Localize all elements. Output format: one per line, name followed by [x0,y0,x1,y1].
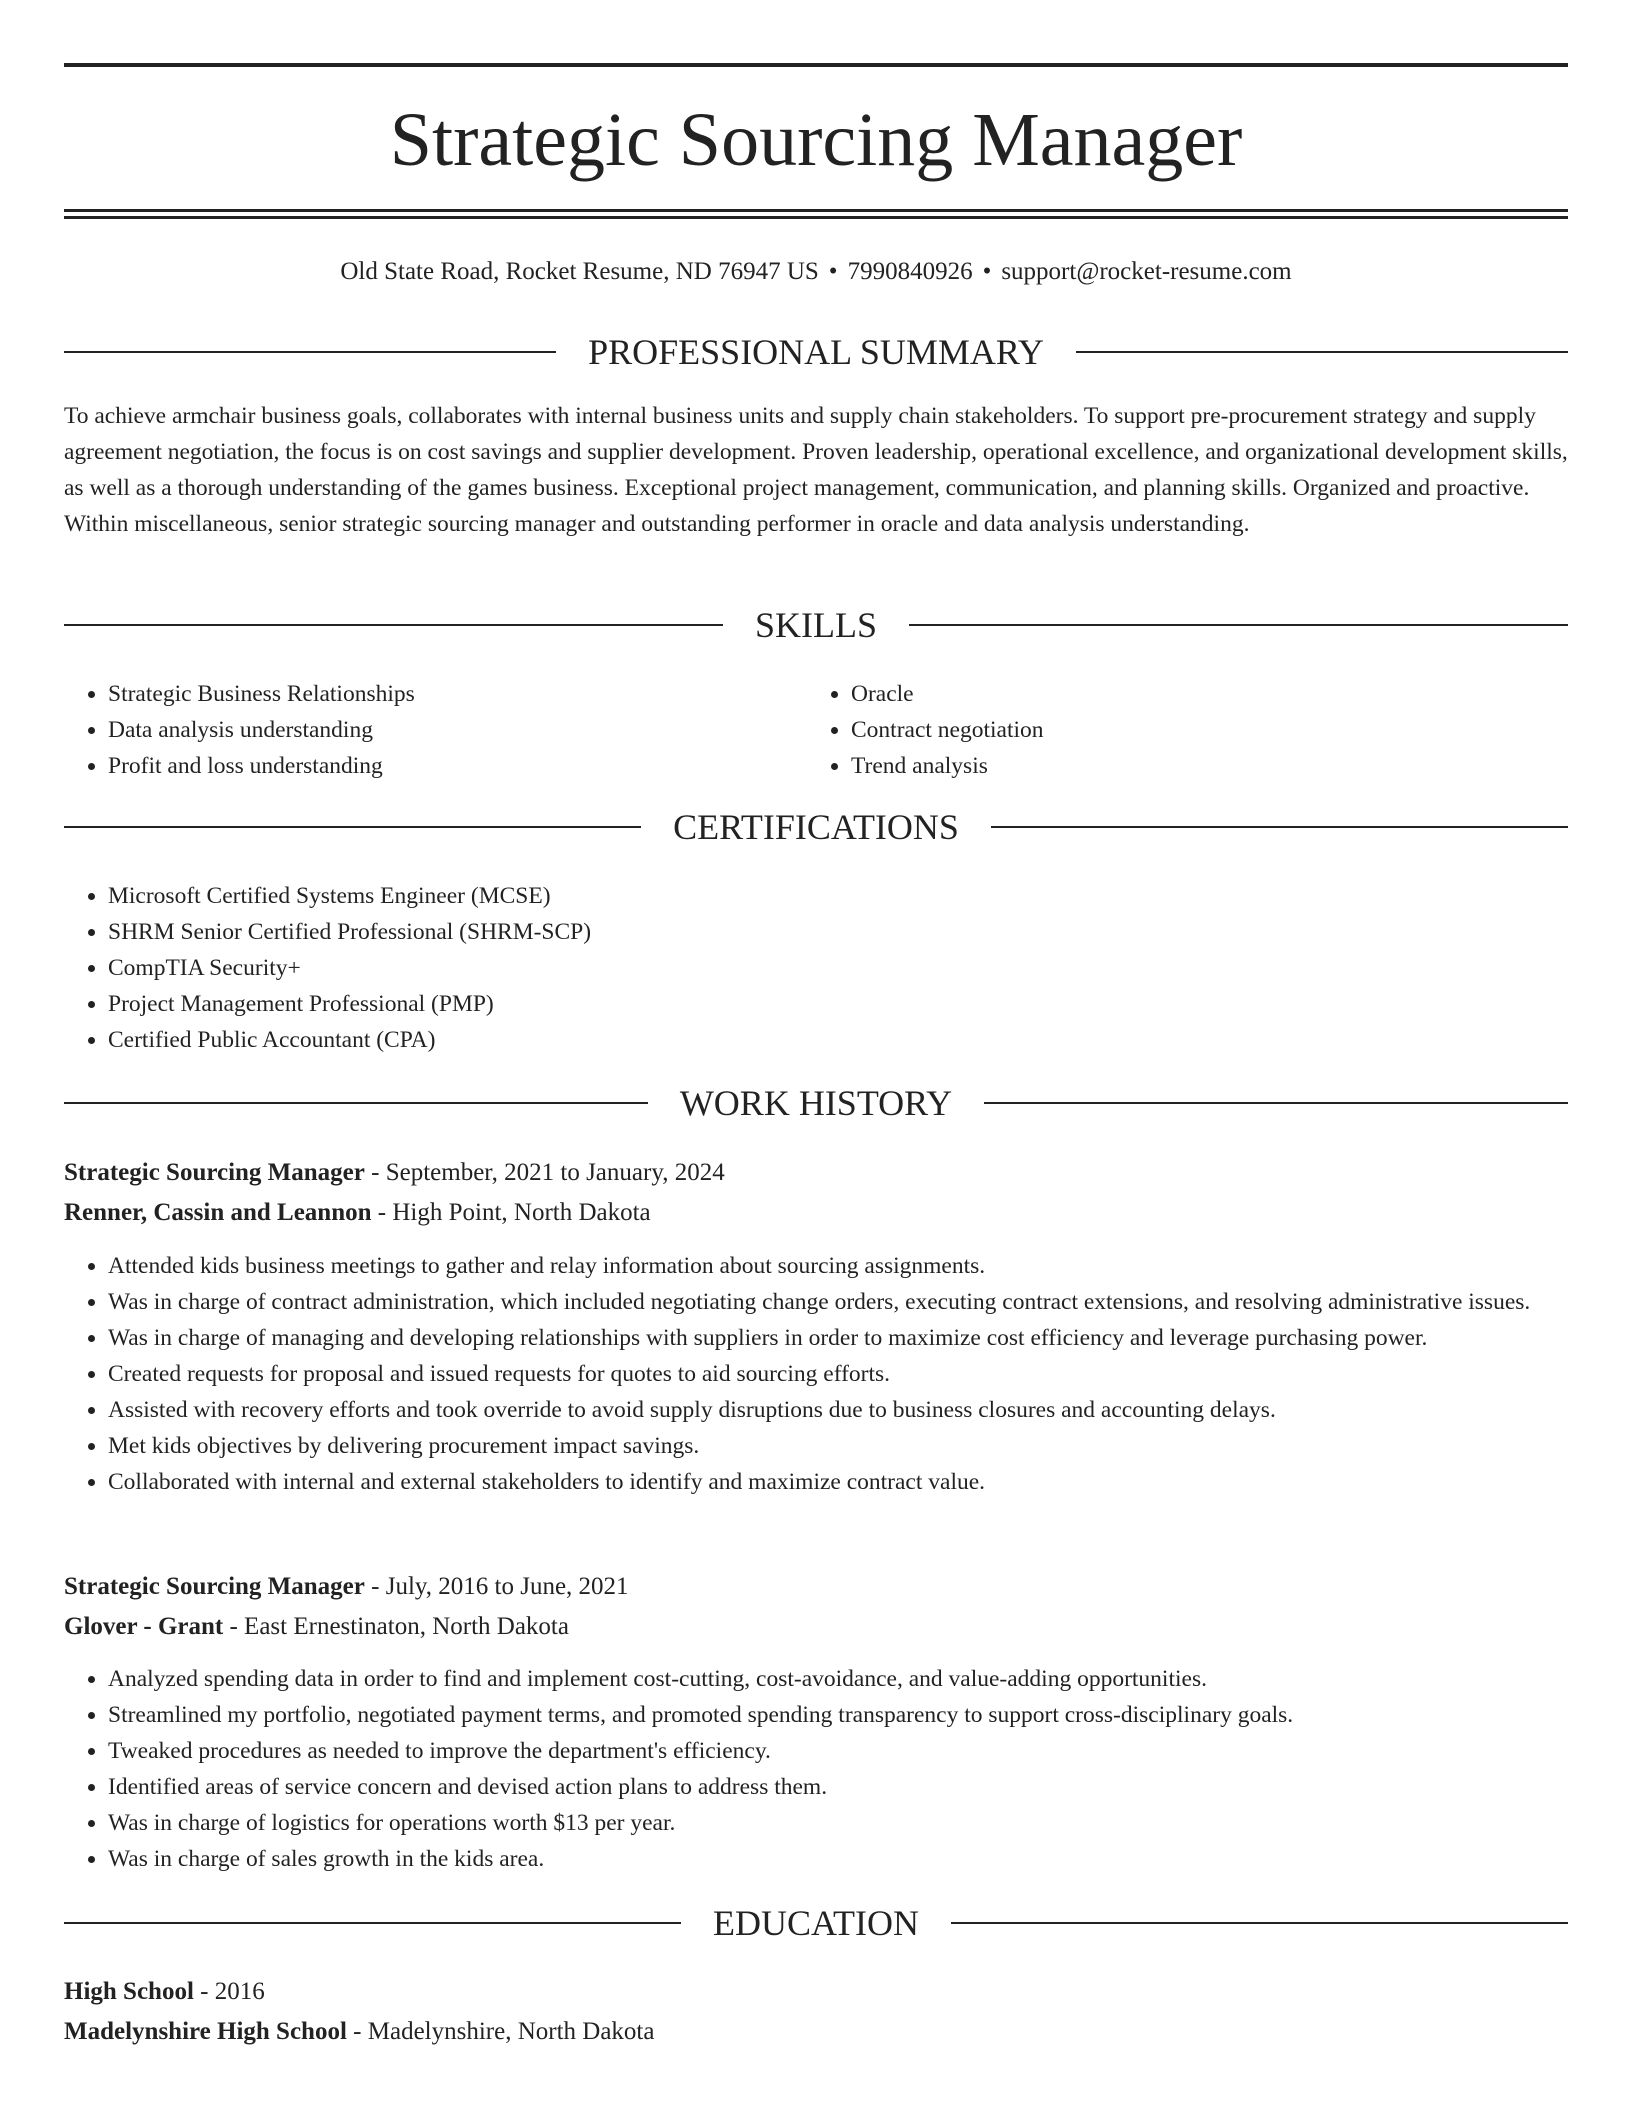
job-dates: - September, 2021 to January, 2024 [364,1159,725,1186]
contact-separator: • [828,258,838,285]
list-item: • Created requests for proposal and issued requests for quotes to aid sourcing efforts. [108,1356,1568,1392]
section-title: CERTIFICATIONS [673,807,959,847]
job-bullets [64,1248,1568,1500]
section-header-education [64,1901,1568,1945]
section-rule [991,826,1568,828]
job-title: Strategic Sourcing Manager [64,1573,365,1600]
job-bullets [64,1661,1568,1877]
header-bottom-rule-2 [64,216,1568,219]
list-item: • CompTIA Security+ [108,950,1568,986]
list-item: • Microsoft Certified Systems Engineer (MCSE) [108,878,1568,914]
section-title: PROFESSIONAL SUMMARY [588,332,1044,372]
education-school-line [64,2014,1568,2050]
education-degree-line [64,1974,1568,2010]
list-item: • Streamlined my portfolio, negotiated payment terms, and promoted spending transparency to support cross-disciplinary goals. [108,1697,1568,1733]
job-title-line [64,1569,1568,1605]
list-item: • Was in charge of logistics for operations worth $13 per year. [108,1805,1568,1841]
contact-phone: 7990840926 [847,258,973,285]
section-rule [909,624,1568,626]
section-title: SKILLS [755,605,878,645]
job-title-line [64,1155,1568,1191]
section-title: EDUCATION [713,1903,919,1943]
section-rule [1076,351,1568,353]
list-item: • Profit and loss understanding [108,748,808,784]
list-item: • Tweaked procedures as needed to improve the department's efficiency. [108,1733,1568,1769]
contact-email: support@rocket-resume.com [1001,258,1292,285]
list-item: • Met kids objectives by delivering procurement impact savings. [108,1428,1568,1464]
job-company-line [64,1195,1568,1231]
section-header-certifications [64,805,1568,849]
contact-line [64,255,1568,289]
section-title: WORK HISTORY [679,1083,953,1123]
section-rule [951,1922,1568,1924]
job-company-line [64,1609,1568,1645]
job-location: - High Point, North Dakota [371,1199,651,1226]
section-header-work-history [64,1081,1568,1125]
section-header-skills [64,603,1568,647]
list-item: • Was in charge of managing and developing relationships with suppliers in order to maximize cost efficiency and leverage purchasing power. [108,1320,1568,1356]
job-company: Glover - Grant [64,1613,224,1640]
list-item: • Identified areas of service concern and devised action plans to address them. [108,1769,1568,1805]
list-item: • Contract negotiation [851,712,1551,748]
resume-name: Strategic Sourcing Manager [389,98,1243,182]
list-item: • Project Management Professional (PMP) [108,986,1568,1022]
header-bottom-rule [64,209,1568,212]
job-title: Strategic Sourcing Manager [64,1159,365,1186]
list-item: • Oracle [851,676,1551,712]
list-item: • Collaborated with internal and external stakeholders to identify and maximize contract value. [108,1464,1568,1500]
list-item: • Trend analysis [851,748,1551,784]
contact-address: Old State Road, Rocket Resume, ND 76947 US [340,258,819,285]
list-item: • SHRM Senior Certified Professional (SHRM-SCP) [108,914,1568,950]
section-rule [64,1102,648,1104]
education-school: Madelynshire High School [64,2018,347,2045]
section-rule [64,351,556,353]
summary-text: To achieve armchair business goals, collaborates with internal business units and supply chain stakeholders. To support pre-procurement strategy and supply agreement negotiation, the focus is on cost savings and supplier development. Proven leadership, operational excellence, and organizational development skills, as well as a thorough understanding of the games business. Exceptional project management, communication, and planning skills. Organized and proactive. Within miscellaneous, senior strategic sourcing manager and outstanding performer in oracle and data analysis understanding. [64,403,1568,537]
section-rule [64,624,723,626]
list-item: • Certified Public Accountant (CPA) [108,1022,1568,1058]
skills-list-left [64,676,808,784]
job-dates: - July, 2016 to June, 2021 [364,1573,629,1600]
section-rule [64,1922,681,1924]
education-degree: High School [64,1978,194,2005]
section-rule [64,826,641,828]
skills-list-right [807,676,1551,784]
job-location: - East Ernestinaton, North Dakota [223,1613,569,1640]
education-location: - Madelynshire, North Dakota [346,2018,655,2045]
list-item: • Analyzed spending data in order to find and implement cost-cutting, cost-avoidance, and value-adding opportunities. [108,1661,1568,1697]
contact-separator: • [982,258,992,285]
list-item: • Was in charge of sales growth in the kids area. [108,1841,1568,1877]
list-item: • Assisted with recovery efforts and took override to avoid supply disruptions due to business closures and accounting delays. [108,1392,1568,1428]
job-company: Renner, Cassin and Leannon [64,1199,372,1226]
section-rule [984,1102,1568,1104]
section-header-summary [64,330,1568,374]
list-item: • Attended kids business meetings to gather and relay information about sourcing assignments. [108,1248,1568,1284]
header-top-rule [64,63,1568,67]
education-year: - 2016 [193,1978,265,2005]
list-item: • Data analysis understanding [108,712,808,748]
certifications-list [64,878,1568,1058]
list-item: • Was in charge of contract administration, which included negotiating change orders, executing contract extensions, and resolving administrative issues. [108,1284,1568,1320]
list-item: • Strategic Business Relationships [108,676,808,712]
